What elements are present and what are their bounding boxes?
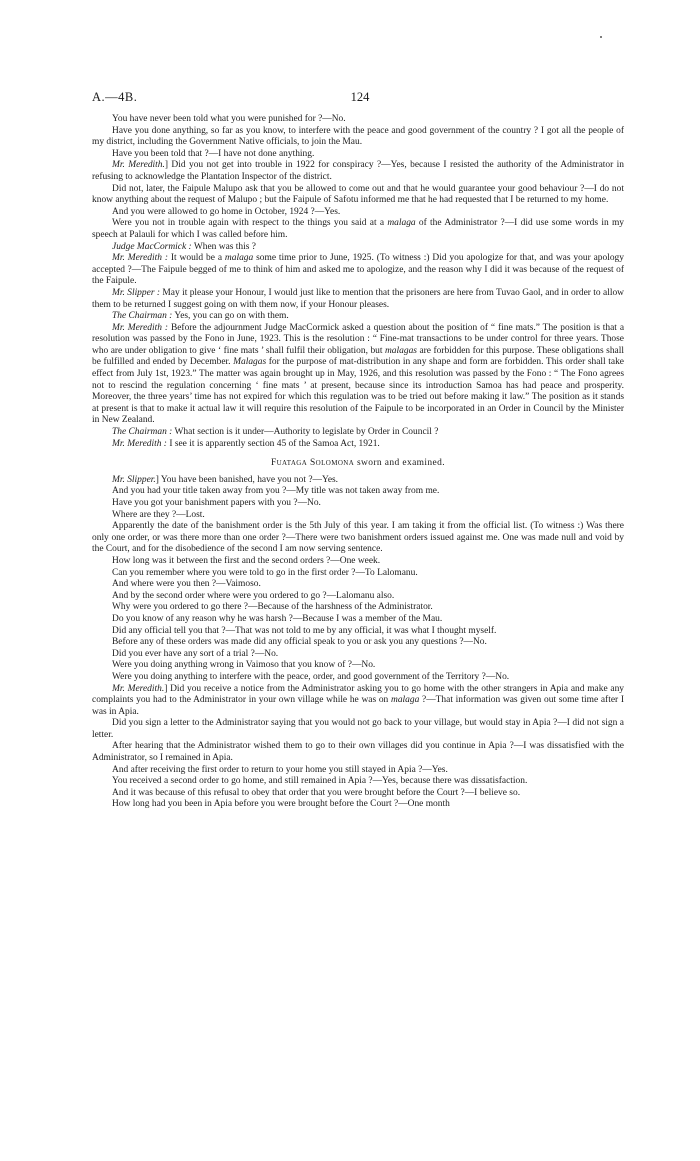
paragraph	[92, 498, 624, 510]
text-run: Where are they ?—Lost.	[112, 509, 205, 520]
text-run: of the Administrator ?—I did use some words in my speech at Palauli for which I was called before him.	[92, 218, 625, 240]
text-run: Yes, you can go on with them.	[172, 311, 289, 322]
paragraph	[92, 311, 624, 323]
text-run: When was this ?	[191, 241, 256, 252]
text-run: I see it is apparently section 45 of the Samoa Act, 1921.	[166, 438, 380, 449]
paragraph	[92, 672, 624, 684]
italic-text: Malagas	[233, 357, 267, 368]
text-run: Why were you ordered to go there ?—Because of the harshness of the Administrator.	[112, 602, 433, 613]
italic-text: malaga	[387, 218, 416, 229]
text-run: And by the second order where were you ordered to go ?—Lalomanu also.	[112, 590, 395, 601]
italic-text: The Chairman :	[112, 427, 173, 438]
text-run: How long was it between the first and the second orders ?—One week.	[112, 555, 381, 566]
page-number: 124	[350, 90, 370, 104]
paragraph	[92, 218, 624, 241]
italic-text: malaga	[391, 695, 420, 706]
document-reference: A.—4B.	[92, 90, 138, 104]
paragraph	[92, 660, 624, 672]
text-run: Can you remember where you were told to go in the first order ?—To Lalomanu.	[112, 567, 418, 578]
paragraph	[92, 765, 624, 777]
paragraph	[92, 521, 624, 556]
paragraph	[92, 799, 624, 811]
text-run: You have never been told what you were punished for ?—No.	[112, 114, 346, 124]
text-run: Did not, later, the Faipule Malupo ask that you be allowed to come out and that he would guarantee your good behaviour ?—I do not know anything about the request of Malupo ; but the Faipule of Safotu informed me that he had requested that I be returned to my home.	[92, 183, 624, 206]
text-run: Apparently the date of the banishment order is the 5th July of this year. I am taking it from the official list. (To witness :) Was there only one order, or was there more than one order ?—There were two banishment orders issued against me. One was made null and void by the Court, and for the disobedience of the second I am now serving sentence.	[92, 521, 624, 555]
paragraph	[92, 114, 624, 126]
text-run: Have you done anything, so far as you know, to interfere with the peace and good government of the country ? I got all the people of my district, including the Government Native officials, to join the Mau.	[92, 125, 624, 148]
paragraph	[92, 718, 624, 741]
italic-text: Mr. Slipper.	[112, 474, 156, 485]
text-run: It would be a	[168, 253, 225, 264]
scan-speck	[600, 36, 602, 38]
paragraph	[92, 626, 624, 638]
text-run: Were you doing anything to interfere with the peace, order, and good government of the Territory ?—No.	[112, 671, 510, 682]
text-run: And where were you then ?—Vaimoso.	[112, 579, 261, 590]
paragraph	[92, 207, 624, 219]
text-run: Did you ever have any sort of a trial ?—No.	[112, 648, 279, 659]
text-run: Before any of these orders was made did any official speak to you or ask you any questions ?—No.	[112, 637, 487, 648]
paragraph	[92, 253, 624, 288]
italic-text: Mr. Meredith :	[112, 253, 169, 264]
paragraph	[92, 776, 624, 788]
paragraph	[92, 568, 624, 580]
paragraph	[92, 579, 624, 591]
paragraph	[92, 184, 624, 207]
italic-text: Judge MacCormick :	[112, 241, 192, 252]
paragraph	[92, 439, 624, 451]
text-run: Did you sign a letter to the Administrator saying that you would not go back to your village, but would stay in Apia ?—I did not sign a letter.	[92, 718, 624, 740]
text-run: May it please your Honour, I would just like to mention that the prisoners are here from Tuvao Gaol, and in order to allow them to be returned I suggest going on with them now, if your Honour pleases.	[92, 287, 624, 310]
text-run: ] Did you receive a notice from the Administrator asking you to go home with the other strangers in Apia and make any complaints you had to the Administrator in your own village while he was on	[92, 683, 625, 706]
text-run: Were you doing anything wrong in Vaimoso that you know of ?—No.	[112, 660, 376, 671]
paragraph	[92, 323, 624, 427]
italic-text: malaga	[224, 253, 254, 264]
text-run: Did any official tell you that ?—That was not told to me by any official, it was what I thought myself.	[112, 625, 497, 636]
paragraph	[92, 427, 624, 439]
italic-text: Mr. Meredith.	[112, 683, 165, 694]
witness-heading	[92, 458, 624, 470]
paragraph	[92, 486, 624, 498]
italic-text: Mr. Meredith.	[112, 160, 165, 171]
paragraph	[92, 637, 624, 649]
paragraph	[92, 160, 624, 183]
text-run: Before the adjournment Judge MacCormick asked a question about the position of “ fine mats.” The position is that a resolution was passed by the Fono in June, 1923. This is the resolution : “ Fine-mat transactions to be under control for three years. Those who are under obligation to give ‘ fine mats ’ shall fulfil their obligation, but	[92, 322, 625, 356]
paragraph	[92, 242, 624, 254]
paragraph	[92, 475, 624, 487]
text-run: Have you been told that ?—I have not done anything.	[112, 148, 315, 159]
text-run: for the purpose of mat-distribution in any shape and form are forbidden. This order shall take effect from July 1st, 1923.” The matter was again brought up in May, 1926, and this resolution was passed by the Fono : “ The Fono agrees not to rescind the regulation concerning ‘ fine mats ’ at present, because since its introduction Samoa has had peace and prosperity. Moreover, the three years’ time has not expired for which this regulation was to be tried out before making it law.” The position as it stands at present is that to make it actual law it will require this resolution of the Faipule to be incorporated in an Order in Council by the Minister in New Zealand.	[92, 357, 624, 426]
text-run: And after receiving the first order to return to your home you still stayed in Apia ?—Yes.	[112, 764, 448, 775]
text-run: ] You have been banished, have you not ?—Yes.	[155, 474, 339, 485]
text-run: You received a second order to go home, and still remained in Apia ?—Yes, because there was dissatisfaction.	[112, 776, 528, 787]
text-run: And you had your title taken away from you ?—My title was not taken away from me.	[112, 486, 440, 497]
paragraph	[92, 510, 624, 522]
paragraph	[92, 788, 624, 800]
text-run: After hearing that the Administrator wished them to go to their own villages did you continue in Apia ?—I was dissatisfied with the Administrator, so I remained in Apia.	[92, 741, 624, 764]
witness-name: Fuataga Solomona	[270, 458, 355, 469]
text-run: Have you got your banishment papers with you ?—No.	[112, 498, 321, 508]
italic-text: Mr. Meredith :	[112, 438, 167, 449]
paragraph	[92, 741, 624, 764]
italic-text: Mr. Slipper :	[112, 287, 161, 298]
paragraph	[92, 649, 624, 661]
italic-text: The Chairman :	[112, 311, 173, 322]
paragraph	[92, 614, 624, 626]
page-header	[92, 90, 628, 108]
paragraph	[92, 591, 624, 603]
witness-heading-text: sworn and examined.	[354, 458, 446, 469]
text-run: ] Did you not get into trouble in 1922 for conspiracy ?—Yes, because I resisted the authority of the Administrator in refusing to acknowledge the Plantation Inspector of the district.	[92, 160, 625, 182]
paragraph	[92, 556, 624, 568]
text-run: Were you not in trouble again with respect to the things you said at a	[112, 218, 388, 229]
italic-text: malagas	[384, 345, 417, 356]
paragraph	[92, 684, 624, 719]
paragraph	[92, 126, 624, 149]
paragraph	[92, 288, 624, 311]
text-run: are forbidden for this purpose. These obligations shall be fulfilled and ended by December.	[92, 345, 624, 368]
document-body	[92, 114, 624, 811]
text-run: What section is it under—Authority to legislate by Order in Council ?	[172, 427, 439, 438]
text-run: ?—That information was given out some time after I was in Apia.	[92, 695, 624, 717]
text-run: And you were allowed to go home in October, 1924 ?—Yes.	[112, 206, 341, 217]
paragraph	[92, 149, 624, 161]
text-run: How long had you been in Apia before you were brought before the Court ?—One month	[112, 799, 450, 810]
text-run: And it was because of this refusal to obey that order that you were brought before the Court ?—I believe so.	[112, 787, 521, 798]
text-run: some time prior to June, 1925. (To witness :) Did you apologize for that, and was your apology accepted ?—The Faipule begged of me to think of him and asked me to apologize, and the reason why I did it was because of the request of the Faipule.	[92, 253, 624, 287]
text-run: Do you know of any reason why he was harsh ?—Because I was a member of the Mau.	[112, 613, 443, 624]
italic-text: Mr. Meredith :	[112, 322, 169, 333]
paragraph	[92, 602, 624, 614]
